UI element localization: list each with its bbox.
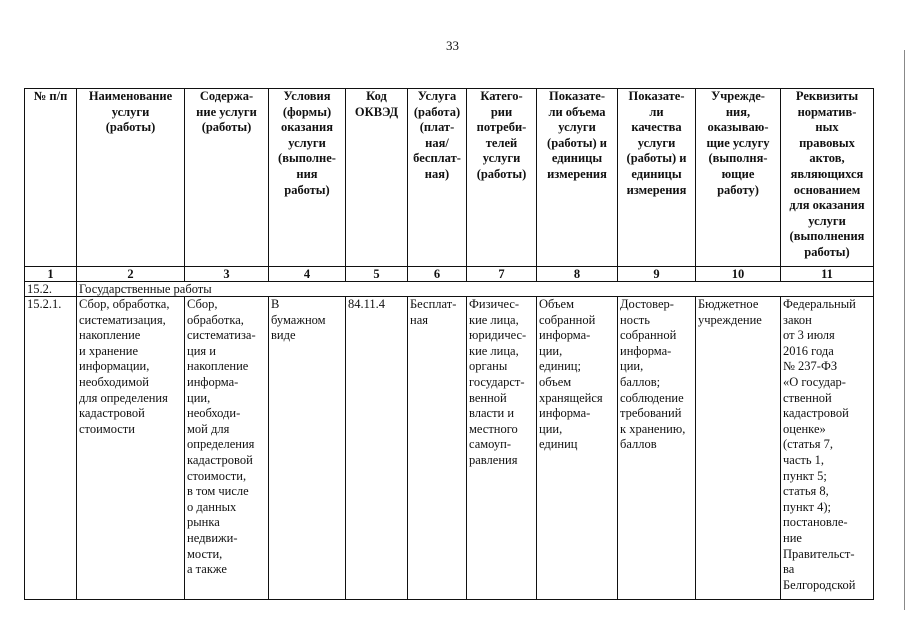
col-number-11: 11 [781,267,874,282]
col-header-10: Учрежде- ния, оказываю- щие услугу (выполня- ющие работу) [696,89,781,267]
col-number-7: 7 [467,267,537,282]
col-header-9: Показате- ли качества услуги (работы) и единицы измерения [618,89,696,267]
col-number-6: 6 [408,267,467,282]
row-quality-indicators: Достовер- ность собранной информа- ции, баллов; соблюдение требований к хранению, баллов [618,297,696,600]
page-number: 33 [446,38,459,53]
row-number: 15.2.1. [25,297,77,600]
row-service-content: Сбор, обработка, систематиза- ция и накопление информа- ции, необходи- мой для определения кадастровой стоимости, в том числе о данных рынка недвижи- мости, а также [185,297,269,600]
row-institution: Бюджетное учреждение [696,297,781,600]
row-service-name: Сбор, обработка, систематизация, накопление и хранение информации, необходимой для определения кадастровой стоимости [77,297,185,600]
row-consumer-categories: Физичес- кие лица, юридичес- кие лица, органы государст- венной власти и местного самоуп- равления [467,297,537,600]
col-number-10: 10 [696,267,781,282]
col-header-3: Содержа- ние услуги (работы) [185,89,269,267]
col-number-1: 1 [25,267,77,282]
row-legal-acts: Федеральный закон от 3 июля 2016 года № 237-ФЗ «О государ- ственной кадастровой оценке» (статья 7, часть 1, пункт 5; статья 8, пункт 4); постановле- ние Правительст- ва Белгородской [781,297,874,600]
col-header-11: Реквизиты норматив- ных правовых актов, являющихся основанием для оказания услуги (выполнения работы) [781,89,874,267]
col-number-2: 2 [77,267,185,282]
col-number-8: 8 [537,267,618,282]
col-header-5: Код ОКВЭД [346,89,408,267]
row-conditions: В бумажном виде [269,297,346,600]
col-number-5: 5 [346,267,408,282]
col-header-6: Услуга (работа) (плат- ная/ бесплат- ная) [408,89,467,267]
row-volume-indicators: Объем собранной информа- ции, единиц; объем хранящейся информа- ции, единиц [537,297,618,600]
row-okved-code: 84.11.4 [346,297,408,600]
col-header-2: Наименование услуги (работы) [77,89,185,267]
section-row [25,282,874,297]
services-table [24,88,874,600]
section-title: Государственные работы [77,282,874,297]
table-row [25,297,874,600]
col-number-9: 9 [618,267,696,282]
col-header-4: Условия (формы) оказания услуги (выполне- ния работы) [269,89,346,267]
col-number-3: 3 [185,267,269,282]
header-row [25,89,874,267]
section-number: 15.2. [25,282,77,297]
col-header-1: № п/п [25,89,77,267]
col-header-7: Катего- рии потреби- телей услуги (работы) [467,89,537,267]
row-paid-free: Бесплат- ная [408,297,467,600]
col-header-8: Показате- ли объема услуги (работы) и единицы измерения [537,89,618,267]
column-number-row [25,267,874,282]
col-number-4: 4 [269,267,346,282]
